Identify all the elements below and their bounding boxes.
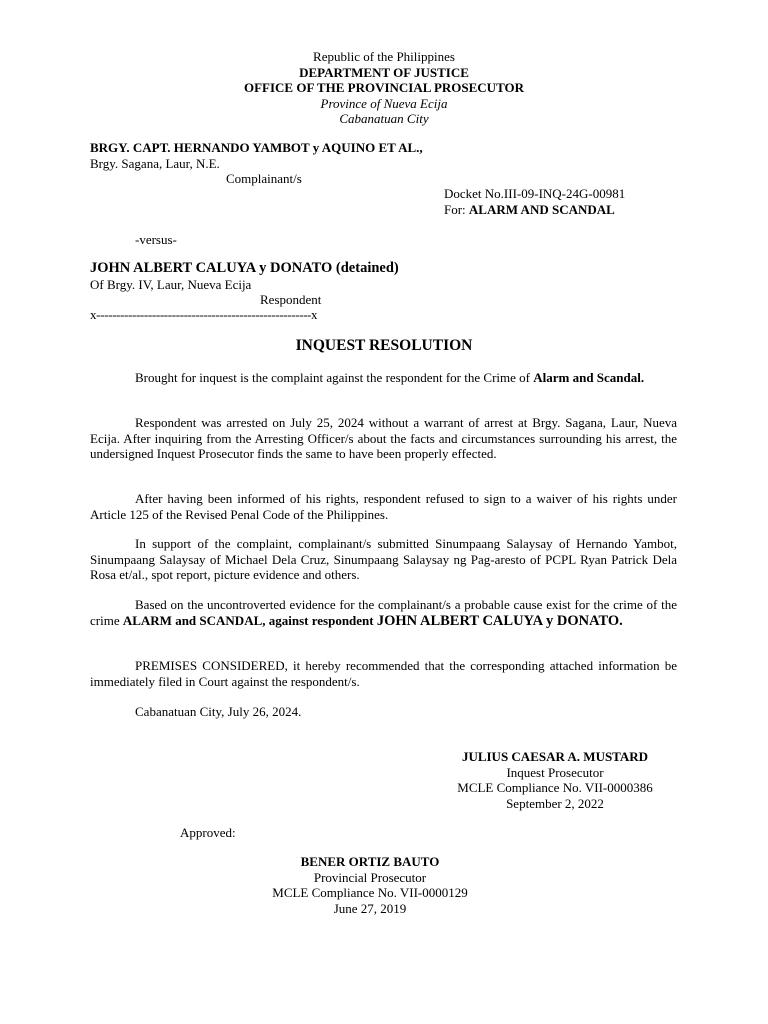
docket-number: Docket No.III-09-INQ-24G-00981 xyxy=(444,186,626,201)
header-province: Province of Nueva Ecija xyxy=(320,95,448,111)
complainant-role: Complainant/s xyxy=(226,171,302,186)
signatory-2-mcle: MCLE Compliance No. VII-0000129 xyxy=(272,885,468,900)
header-republic: Republic of the Philippines xyxy=(313,49,455,64)
date-line-text: Cabanatuan City, July 26, 2024. xyxy=(135,704,302,719)
paragraph-2-text: Respondent was arrested on July 25, 2024 without a warrant of arrest at Brgy. Sagana, Laur, Nueva Ecija. After inquiring from the Arresting Officer/s about the facts and circumstances surrounding his arrest, the undersigned Inquest Prosecutor finds the same to have been properly effected. xyxy=(90,415,677,461)
paragraph-5-respondent: JOHN ALBERT CALUYA y DONATO. xyxy=(376,612,623,629)
header-office: OFFICE OF THE PROVINCIAL PROSECUTOR xyxy=(243,80,525,95)
header-city: Cabanatuan City xyxy=(339,111,429,126)
signatory-2-date: June 27, 2019 xyxy=(333,900,407,916)
paragraph-6-text: PREMISES CONSIDERED, it hereby recommended that the corresponding attached information be immediately filed in Court against the respondent/s. xyxy=(90,658,677,689)
docket-for xyxy=(444,202,615,218)
signatory-1-date: September 2, 2022 xyxy=(506,795,604,811)
paragraph-5 xyxy=(90,597,677,629)
respondent-name: JOHN ALBERT CALUYA y DONATO (detained) xyxy=(90,260,399,276)
document-title: INQUEST RESOLUTION xyxy=(295,337,473,354)
paragraph-3 xyxy=(90,491,677,522)
docket-for-label: For: xyxy=(444,202,466,217)
respondent-address: Of Brgy. IV, Laur, Nueva Ecija xyxy=(90,277,252,292)
paragraph-6 xyxy=(90,658,677,689)
paragraph-1 xyxy=(90,370,677,386)
signatory-1-name: JULIUS CAESAR A. MUSTARD xyxy=(461,749,649,764)
complainant-name: BRGY. CAPT. HERNANDO YAMBOT y AQUINO ET AL., xyxy=(90,140,423,155)
complainant-address: Brgy. Sagana, Laur, N.E. xyxy=(90,156,220,171)
respondent-role: Respondent xyxy=(260,292,322,307)
versus-label: -versus- xyxy=(135,232,177,247)
paragraph-4-text: In support of the complaint, complainant/s submitted Sinumpaang Salaysay of Hernando Yambot, Sinumpaang Salaysay of Michael Dela Cruz, Sinumpaang Salaysay ng Pag-aresto of PCPL Ryan Patrick Dela Rosa et/al., spot report, picture evidence and others. xyxy=(90,536,677,582)
paragraph-2 xyxy=(90,415,677,462)
paragraph-1-crime: Alarm and Scandal. xyxy=(533,370,645,385)
signatory-2-name: BENER ORTIZ BAUTO xyxy=(300,854,440,869)
header-department: DEPARTMENT OF JUSTICE xyxy=(299,64,469,80)
separator-line: x------------------------------------------------------x xyxy=(90,307,318,322)
paragraph-5-crime: ALARM and SCANDAL, against respondent xyxy=(122,612,377,628)
letterhead xyxy=(234,49,534,127)
signatory-provincial-prosecutor xyxy=(230,854,510,916)
approved-label: Approved: xyxy=(180,825,236,840)
paragraph-5-text: Based on the uncontroverted evidence for the complainant/s a probable cause exist for the crime of the crime xyxy=(90,597,677,628)
paragraph-1-text: Brought for inquest is the complaint against the respondent for the Crime of xyxy=(135,370,534,385)
signatory-2-title: Provincial Prosecutor xyxy=(313,869,427,885)
signatory-inquest-prosecutor xyxy=(410,749,700,811)
signatory-1-mcle: MCLE Compliance No. VII-0000386 xyxy=(457,780,653,795)
paragraph-3-text: After having been informed of his rights, respondent refused to sign to a waiver of his rights under Article 125 of the Revised Penal Code of the Philippines. xyxy=(90,491,677,522)
docket-for-value: ALARM AND SCANDAL xyxy=(468,202,615,217)
paragraph-4 xyxy=(90,536,677,583)
signatory-1-title: Inquest Prosecutor xyxy=(506,764,604,780)
date-line xyxy=(90,704,677,720)
